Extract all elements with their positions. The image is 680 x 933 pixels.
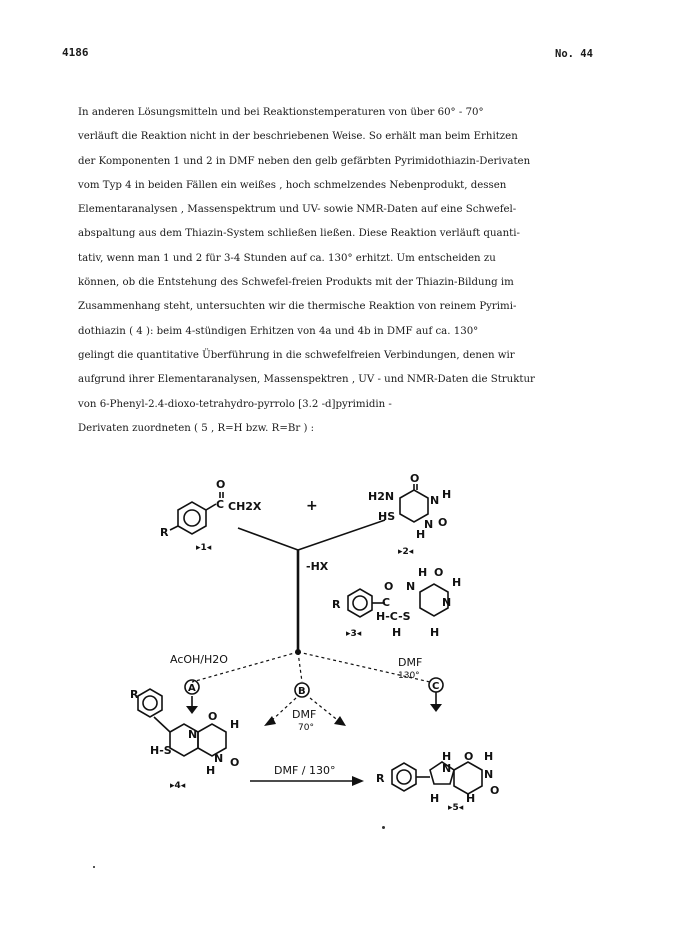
c3-c-carbonyl: C <box>382 596 391 609</box>
page-number: 4186 <box>62 46 89 59</box>
condition-b-temp: 70° <box>298 723 314 733</box>
body-line: Elementaranalysen , Massenspektrum und UV- sowie NMR-Daten auf eine Schwefel- <box>78 204 517 216</box>
c3-n: N <box>406 580 416 593</box>
body-line: Derivaten zuordneten ( 5 , R=H bzw. R=Br ) : <box>78 422 315 434</box>
condition-b-label: DMF <box>292 708 317 721</box>
reaction-scheme <box>130 470 550 810</box>
body-line: dothiazin ( 4 ): beim 4-stündigen Erhitzen von 4a und 4b in DMF auf ca. 130° <box>78 325 479 337</box>
c4-o2: O <box>230 756 240 769</box>
c3-h-right: H <box>452 576 462 589</box>
c5-h-bottom-2: H <box>466 792 476 805</box>
c5-o2: O <box>490 784 500 797</box>
minus-hx-label: -HX <box>306 560 329 573</box>
c3-h-bottom: H <box>392 626 402 639</box>
c4-h-bottom: H <box>206 764 216 777</box>
c5-pyrimidine-ring <box>454 762 482 794</box>
c3-o-carbonyl: O <box>384 580 394 593</box>
body-line: In anderen Lösungsmitteln und bei Reaktionstemperaturen von über 60° - 70° <box>78 107 484 118</box>
c4-r: R <box>130 688 139 701</box>
c5-benzene-ring <box>392 763 416 791</box>
circle-a-letter: A <box>188 683 196 694</box>
c3-hcs: H-C-S <box>376 610 411 623</box>
c1-side-chain: CH2X <box>228 500 262 513</box>
convergence-line-left <box>238 528 298 550</box>
body-line: Zusammenhang steht, untersuchten wir die thermische Reaktion von reinem Pyrimi- <box>78 301 517 313</box>
c4-h: H <box>230 718 240 731</box>
c4-benzene-ring <box>138 689 162 717</box>
circle-b-letter: B <box>298 686 306 697</box>
c3-o-top: O <box>434 566 444 579</box>
body-line: tativ, wenn man 1 und 2 für 3-4 Stunden auf ca. 130° erhitzt. Um entscheiden zu <box>78 252 496 264</box>
c5-n: N <box>442 762 452 775</box>
arrow-head-c <box>430 704 442 712</box>
c2-o: O <box>410 472 420 485</box>
c3-n2: N <box>442 596 452 609</box>
c1-r-label: R <box>160 526 169 539</box>
c2-h2n: H2N <box>368 490 395 503</box>
c5-n2: N <box>484 768 494 781</box>
body-line: von 6-Phenyl-2.4-dioxo-tetrahydro-pyrrolo [3.2 -d]pyrimidin - <box>78 398 392 410</box>
c2-h-bottom: H <box>416 528 426 541</box>
margin-mark <box>93 866 95 868</box>
c1-carbonyl-c: C <box>216 498 225 511</box>
c1-carbonyl-o: O <box>216 478 226 491</box>
compound-3-label: ▸3◂ <box>346 629 362 639</box>
dashed-branch-b <box>298 652 302 682</box>
circle-c-letter: C <box>432 681 440 692</box>
c3-r: R <box>332 598 341 611</box>
c1-aromatic-circle <box>184 510 200 526</box>
c3-h-top: H <box>418 566 428 579</box>
condition-a-label: AcOH/H2O <box>170 653 228 666</box>
c2-o-right: O <box>438 516 448 529</box>
c2-hs: HS <box>378 510 396 523</box>
compound-4-label: ▸4◂ <box>170 781 186 791</box>
stray-dot <box>382 826 385 829</box>
body-line: der Komponenten 1 und 2 in DMF neben den gelb gefärbten Pyrimidothiazin-Derivaten <box>78 155 531 167</box>
arrow-head-a <box>186 706 198 714</box>
c5-h-bottom: H <box>430 792 440 805</box>
compound-5-label: ▸5◂ <box>448 803 464 810</box>
body-line: aufgrund ihrer Elementaranalysen, Massenspektren , UV - und NMR-Daten die Struktur <box>78 374 535 386</box>
journal-issue: No. 44 <box>555 48 593 60</box>
body-paragraph <box>78 101 598 441</box>
c4-o: O <box>208 710 218 723</box>
c1-benzene-ring <box>178 502 206 534</box>
compound-1-label: ▸1◂ <box>196 543 212 553</box>
arrow-4-to-5-label: DMF / 130° <box>274 764 336 777</box>
c5-o: O <box>464 750 474 763</box>
body-line: abspaltung aus dem Thiazin-System schließen ließen. Diese Reaktion verläuft quanti- <box>78 228 520 240</box>
convergence-line-right <box>298 520 385 550</box>
c5-h: H <box>442 750 452 763</box>
c5-r: R <box>376 772 385 785</box>
body-line: können, ob die Entstehung des Schwefel-freien Produkts mit der Thiazin-Bildung im <box>78 277 514 289</box>
c2-h-top: H <box>442 488 452 501</box>
c4-hs: H-S <box>150 744 172 757</box>
body-line: verläuft die Reaktion nicht in der beschriebenen Weise. So erhält man beim Erhitzen <box>78 131 518 143</box>
c3-benzene-ring <box>348 589 372 617</box>
plus-sign: + <box>306 498 318 514</box>
c4-n2: N <box>214 752 224 765</box>
c4-n: N <box>188 728 198 741</box>
c2-n-top: N <box>430 494 440 507</box>
body-line: gelingt die quantitative Überführung in die schwefelfreien Verbindungen, denen wir <box>78 349 515 361</box>
c2-n-bottom: N <box>424 518 434 531</box>
condition-c-label: DMF <box>398 656 423 669</box>
c3-h-bottom-2: H <box>430 626 440 639</box>
compound-2-label: ▸2◂ <box>398 547 414 557</box>
condition-c-temp: 130° <box>398 671 420 681</box>
c5-h2: H <box>484 750 494 763</box>
body-line: vom Typ 4 in beiden Fällen ein weißes , hoch schmelzendes Nebenprodukt, dessen <box>78 179 507 191</box>
